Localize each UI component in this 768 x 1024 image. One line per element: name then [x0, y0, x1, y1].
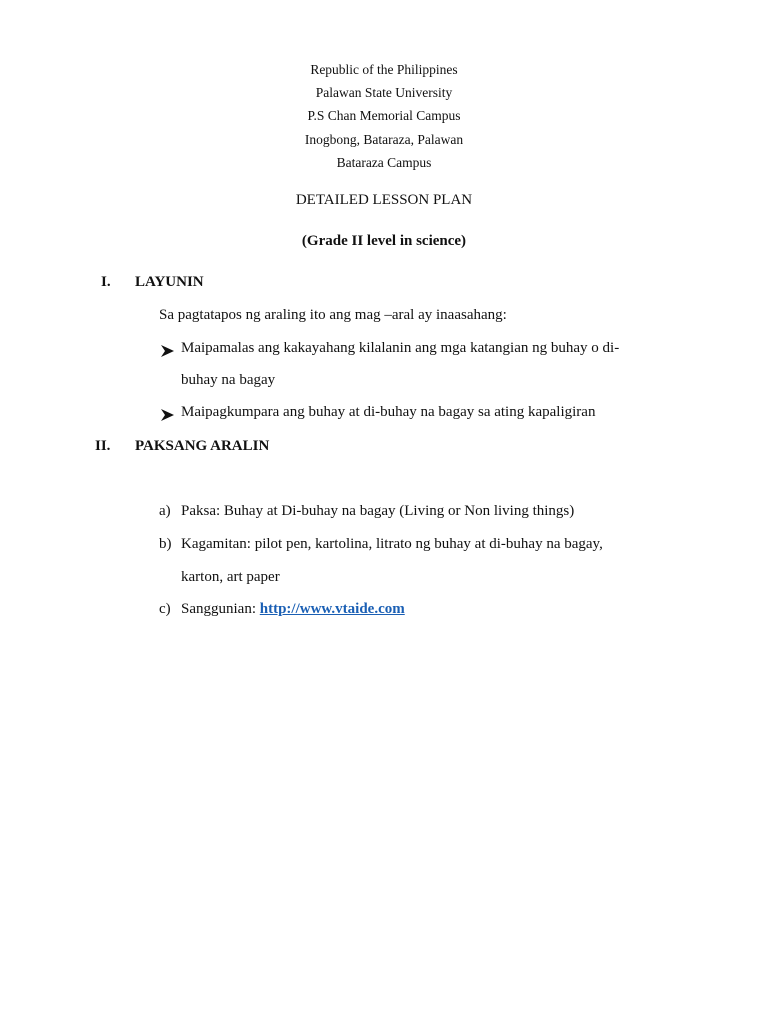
- list-item-sanggunian: [181, 601, 405, 618]
- reference-link[interactable]: http://www.vtaide.com: [259, 601, 405, 617]
- list-item-kagamitan-line-2: karton, art paper: [181, 569, 280, 585]
- section-1-bullet-1-line-2: buhay na bagay: [181, 372, 276, 388]
- arrowhead-bullet-icon: [160, 408, 176, 422]
- header-university: Palawan State University: [315, 85, 453, 100]
- list-label-c: c): [159, 601, 171, 617]
- header-republic: Republic of the Philippines: [310, 62, 458, 77]
- section-2-numeral: II.: [95, 438, 111, 454]
- section-1-bullet-2: Maipagkumpara ang buhay at di-buhay na bagay sa ating kapaligiran: [181, 404, 596, 420]
- list-label-b: b): [159, 536, 172, 552]
- section-1-intro: Sa pagtatapos ng araling ito ang mag –aral ay inaasahang:: [159, 307, 507, 323]
- header-address: Inogbong, Bataraza, Palawan: [304, 132, 464, 147]
- sanggunian-label: Sanggunian:: [181, 601, 256, 617]
- document-title: DETAILED LESSON PLAN: [295, 192, 473, 208]
- section-1-heading: LAYUNIN: [135, 274, 204, 290]
- arrowhead-bullet-icon: [160, 344, 176, 358]
- document-subtitle: (Grade II level in science): [301, 233, 467, 249]
- section-2-heading: PAKSANG ARALIN: [135, 438, 270, 454]
- header-campus-name: P.S Chan Memorial Campus: [307, 108, 461, 123]
- list-item-kagamitan-line-1: Kagamitan: pilot pen, kartolina, litrato ng buhay at di-buhay na bagay,: [181, 536, 603, 552]
- section-1-bullet-1-line-1: Maipamalas ang kakayahang kilalanin ang mga katangian ng buhay o di-: [181, 340, 620, 356]
- list-label-a: a): [159, 503, 171, 519]
- header-campus: Bataraza Campus: [336, 155, 432, 170]
- section-1-numeral: I.: [101, 274, 111, 290]
- list-item-paksa: Paksa: Buhay at Di-buhay na bagay (Living or Non living things): [181, 503, 575, 519]
